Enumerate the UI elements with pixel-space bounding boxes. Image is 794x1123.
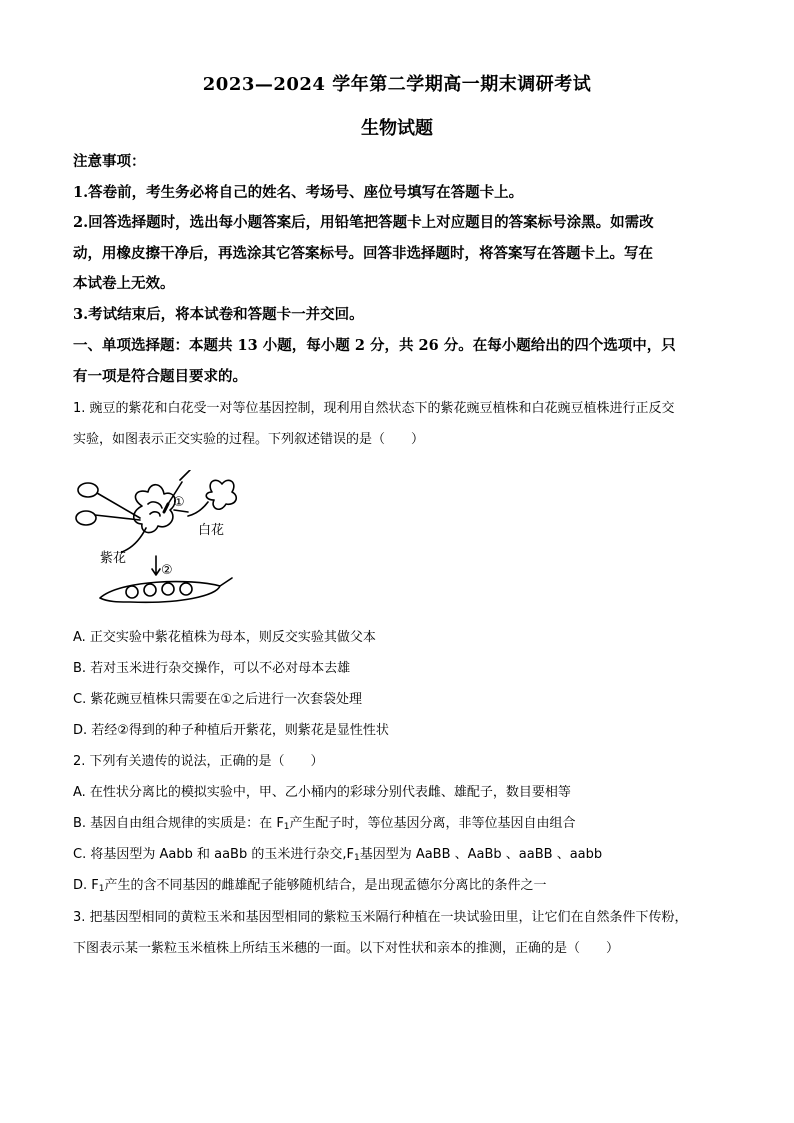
purple-flower-label: 紫花 — [100, 551, 127, 566]
section-heading-line-2: 有一项是符合题目要求的。 — [73, 368, 247, 385]
q2-stem: 2. 下列有关遗传的说法，正确的是（ ） — [73, 754, 324, 769]
q1-option-c: C. 紫花豌豆植株只需要在①之后进行一次套袋处理 — [73, 692, 362, 707]
exam-title: 2023—2024 学年第二学期高一期末调研考试 — [202, 74, 592, 95]
q2-option-b-post: 产生配子时，等位基因分离，非等位基因自由组合 — [289, 816, 576, 831]
notes-item-2-line-1: 2.回答选择题时，选出每小题答案后，用铅笔把答题卡上对应题目的答案标号涂黑。如需改 — [73, 214, 654, 231]
white-flower — [206, 480, 236, 509]
q2-option-d-sub: 1 — [98, 884, 105, 894]
q2-option-b-sub: 1 — [283, 822, 290, 832]
pea-seed — [180, 583, 192, 595]
q1-option-a: A. 正交实验中紫花植株为母本，则反交实验其做父本 — [73, 630, 376, 645]
white-flower-label: 白花 — [198, 523, 225, 538]
q2-option-b — [73, 815, 733, 836]
exam-subject: 生物试题 — [361, 118, 433, 139]
notes-heading: 注意事项： — [73, 153, 146, 170]
scissors-handle-upper — [78, 483, 98, 497]
q1-stem-line-1: 1. 豌豆的紫花和白花受一对等位基因控制，现利用自然状态下的紫花豌豆植株和白花豌豆植株进行正反交 — [73, 401, 675, 416]
flower-stem — [122, 528, 146, 552]
step-2-label: ② — [161, 563, 173, 578]
q2-option-d-post: 产生的含不同基因的雌雄配子能够随机结合，是出现孟德尔分离比的条件之一 — [104, 878, 547, 893]
q2-option-d-pre: D. F — [73, 878, 99, 893]
purple-flower-petals — [134, 485, 175, 533]
flower-detail — [148, 502, 162, 516]
q2-option-d — [73, 877, 733, 898]
q3-stem-line-1: 3. 把基因型相同的黄粒玉米和基因型相同的紫粒玉米隔行种植在一块试验田里，让它们在自然条件下传粉， — [73, 910, 688, 925]
q2-option-c — [73, 846, 733, 867]
q2-option-a: A. 在性状分离比的模拟实验中，甲、乙小桶内的彩球分别代表雌、雄配子，数目要相等 — [73, 785, 571, 800]
pea-seed — [126, 586, 138, 598]
notes-item-3: 3.考试结束后，将本试卷和答题卡一并交回。 — [73, 306, 364, 323]
scissors-handle-lower — [76, 511, 96, 525]
q1-option-d: D. 若经②得到的种子种植后开紫花，则紫花是显性性状 — [73, 723, 389, 738]
notes-item-2-line-3: 本试卷上无效。 — [73, 275, 175, 292]
notes-item-1: 1.答卷前，考生务必将自己的姓名、考场号、座位号填写在答题卡上。 — [73, 184, 524, 201]
pea-pod — [100, 582, 220, 603]
q1-stem-line-2: 实验，如图表示正交实验的过程。下列叙述错误的是（ ） — [73, 432, 425, 447]
arrow-step-2 — [152, 556, 160, 575]
pea-seed — [144, 584, 156, 596]
section-heading-line-1: 一、单项选择题：本题共 13 小题，每小题 2 分，共 26 分。在每小题给出的四个选项中，只 — [73, 337, 676, 354]
step-1-label: ① — [173, 495, 185, 510]
q2-option-c-post: 基因型为 AaBB 、AaBb 、aaBB 、aabb — [359, 847, 603, 862]
q2-option-b-pre: B. 基因自由组合规律的实质是：在 F — [73, 816, 284, 831]
pod-tip — [220, 578, 232, 586]
brush-tip — [164, 504, 168, 512]
pea-seed — [162, 583, 174, 595]
q1-option-b: B. 若对玉米进行杂交操作，可以不必对母本去雄 — [73, 661, 351, 676]
notes-item-2-line-2: 动，用橡皮擦干净后，再选涂其它答案标号。回答非选择题时，将答案写在答题卡上。写在 — [73, 245, 653, 262]
arrow-step-1 — [174, 510, 188, 512]
pea-cross-figure — [70, 470, 250, 610]
q3-stem-line-2: 下图表示某一紫粒玉米植株上所结玉米穗的一面。以下对性状和亲本的推测，正确的是（ ） — [73, 941, 620, 956]
white-flower-stem — [188, 502, 208, 516]
q2-option-c-sub: 1 — [353, 853, 360, 863]
q2-option-c-pre: C. 将基因型为 Aabb 和 aaBb 的玉米进行杂交,F — [73, 847, 354, 862]
